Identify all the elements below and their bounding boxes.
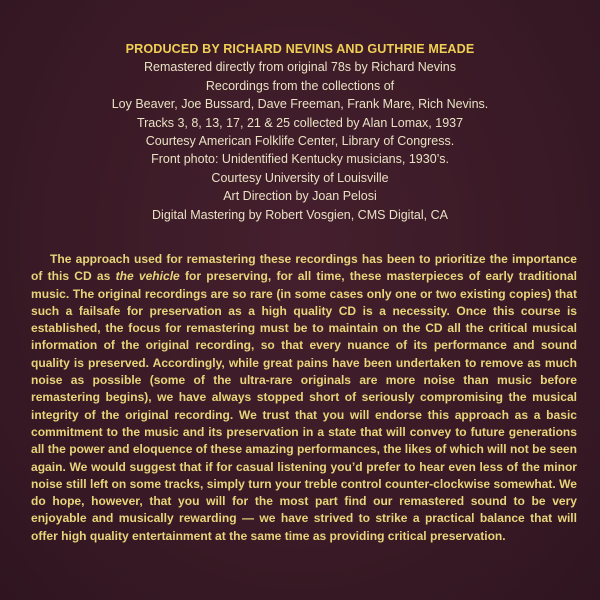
- credit-line-lomax: Tracks 3, 8, 13, 17, 21 & 25 collected by Alan Lomax, 1937: [136, 115, 464, 130]
- credit-line-collectors: Loy Beaver, Joe Bussard, Dave Freeman, Frank Mare, Rich Nevins.: [111, 97, 489, 112]
- credits-block: [0, 40, 600, 224]
- credit-line-front-photo: Front photo: Unidentified Kentucky musicians, 1930’s.: [151, 152, 449, 167]
- credit-line-art-direction: Art Direction by Joan Pelosi: [223, 189, 377, 204]
- credit-line-digital-mastering: Digital Mastering by Robert Vosgien, CMS Digital, CA: [152, 207, 448, 222]
- essay-text-rest: for preserving, for all time, these masterpieces of early traditional music. The original recordings are so rare (in some cases only one or two existing copies) that such a failsafe for preservation as a high quality CD is a necessity. Once this course is established, the focus for remastering must be to maintain on the CD all the critical musical information of the original recording, so that every nuance of its performance and sound quality is preserved. Accordingly, while great pains have been undertaken to remove as much noise as possible (some of the ultra-rare originals are more noise than music before remastering begins), we have always stopped short of seriously compromising the musical integrity of the original recording. We trust that you will endorse this approach as a basic commitment to the music and its preservation in a state that will convey to future generations all the power and eloquence of these amazing performances, the likes of which will not be seen again. We would suggest that if for casual listening you’d prefer to hear even less of the minor noise still left on some tracks, simply turn your treble control counter-clockwise somewhat. We do hope, however, that you will for the most part find our remastered sound to be very enjoyable and musically rewarding — we have strived to strike a practical balance that will offer high quality entertainment at the same time as providing critical preservation.: [31, 269, 577, 543]
- credit-line-collections: Recordings from the collections of: [205, 78, 395, 93]
- producer-credit: PRODUCED BY RICHARD NEVINS AND GUTHRIE MEADE: [125, 42, 475, 56]
- remastering-essay: [31, 251, 577, 545]
- credit-line-university: Courtesy University of Louisville: [211, 170, 389, 185]
- credit-line-remastered: Remastered directly from original 78s by Richard Nevins: [144, 60, 456, 75]
- essay-text-start: The approach used for remastering these recordings has been to prioritize the importance of this CD as: [31, 252, 577, 284]
- credit-line-folklife: Courtesy American Folklife Center, Library of Congress.: [145, 134, 455, 149]
- essay-emphasis: the vehicle: [115, 269, 180, 284]
